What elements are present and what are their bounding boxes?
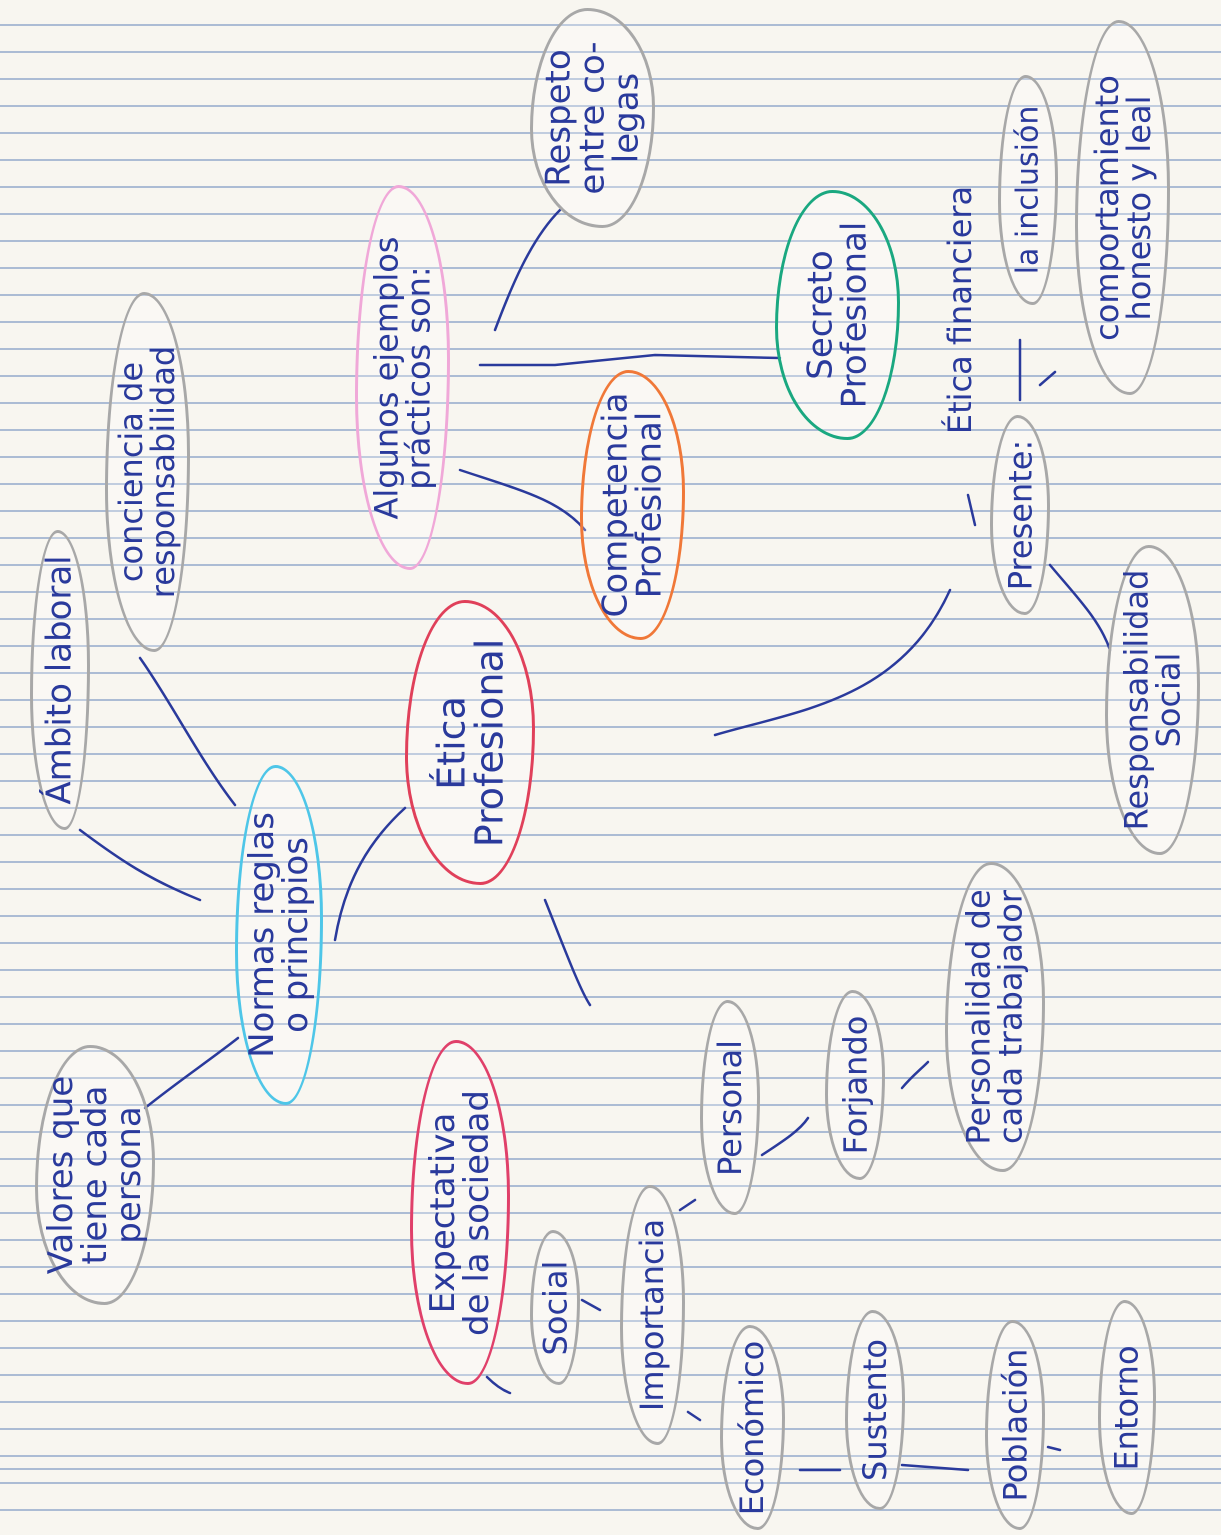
node-label: Forjando [836, 1015, 875, 1155]
node-sustento [845, 1310, 905, 1510]
link-normas-ambito [80, 830, 200, 900]
node-label: Personal [711, 1039, 749, 1176]
node-valores [35, 1045, 155, 1305]
node-presente [990, 415, 1050, 615]
node-normas [235, 765, 323, 1105]
link-sustento-poblacion [902, 1465, 968, 1470]
node-label: Social [536, 1260, 574, 1355]
node-expectativa [410, 1040, 510, 1385]
node-label: Población [996, 1348, 1035, 1502]
node-label: Personalidad de cada trabajador [960, 889, 1031, 1145]
node-social [530, 1230, 580, 1385]
node-label: Económico [733, 1340, 772, 1515]
node-forjando [825, 990, 885, 1180]
link-presente-responsabilidad [1050, 565, 1110, 650]
node-label: Normas reglas o principios [242, 812, 317, 1058]
node-entorno [1098, 1300, 1156, 1515]
node-ambito-laboral [30, 530, 90, 830]
link-competencia-ejemplos [460, 470, 585, 530]
node-algunos-ejemplos [355, 185, 450, 570]
node-label: Importancia [633, 1218, 672, 1412]
node-personal [700, 1000, 760, 1215]
node-comportamiento [1075, 20, 1170, 395]
node-label: Presente: [1001, 439, 1039, 591]
node-personalidad [945, 862, 1045, 1172]
link-presente-etica-fin [968, 495, 975, 525]
node-label: Algunos ejemplos prácticos son: [367, 236, 438, 519]
link-etica-importancia [545, 900, 590, 1005]
node-label: la inclusión [1010, 105, 1045, 275]
node-inclusion [998, 75, 1058, 305]
link-etica-presente [715, 590, 950, 735]
node-importancia [620, 1185, 685, 1445]
node-label: Valores que tiene cada persona [41, 1075, 150, 1275]
node-label: Respeto entre co- legas [538, 41, 647, 195]
link-importancia-economico [688, 1412, 700, 1420]
node-label: comportamiento honesto y leal [1087, 74, 1158, 341]
node-secreto [775, 190, 900, 440]
link-expectativa-tail [487, 1377, 510, 1393]
node-label: Ética Profesional [429, 638, 512, 847]
link-hub-secreto [480, 355, 780, 365]
node-conciencia [105, 292, 190, 652]
link-personal-forjando-personalidad [902, 1062, 928, 1088]
node-etica-profesional [405, 600, 535, 885]
link-normas-valores [145, 1038, 238, 1108]
node-label: Responsabilidad Social [1117, 569, 1188, 831]
node-competencia [580, 370, 685, 640]
link-normas-conciencia [140, 658, 235, 805]
node-economico [720, 1325, 785, 1530]
node-label: Ética financiera [941, 185, 980, 435]
node-etica-financiera [930, 125, 990, 495]
node-label: Competencia Profesional [595, 392, 670, 618]
link-social-importancia [582, 1300, 600, 1310]
node-label: Entorno [1108, 1344, 1147, 1471]
node-label: Expectativa de la sociedad [423, 1089, 497, 1336]
node-poblacion [985, 1320, 1045, 1530]
node-respeto [530, 8, 655, 228]
link-poblacion-entorno [1048, 1447, 1060, 1450]
node-responsabilidad-social [1105, 545, 1200, 855]
link-presente-comportamiento [1020, 340, 1055, 400]
link-hub-respeto [495, 210, 560, 330]
node-label: conciencia de responsabilidad [112, 345, 183, 599]
node-label: Secreto Profesional [800, 221, 875, 409]
link-etica-normas [335, 808, 405, 940]
node-label: Ámbito laboral [40, 555, 80, 805]
node-label: Sustento [856, 1339, 894, 1481]
